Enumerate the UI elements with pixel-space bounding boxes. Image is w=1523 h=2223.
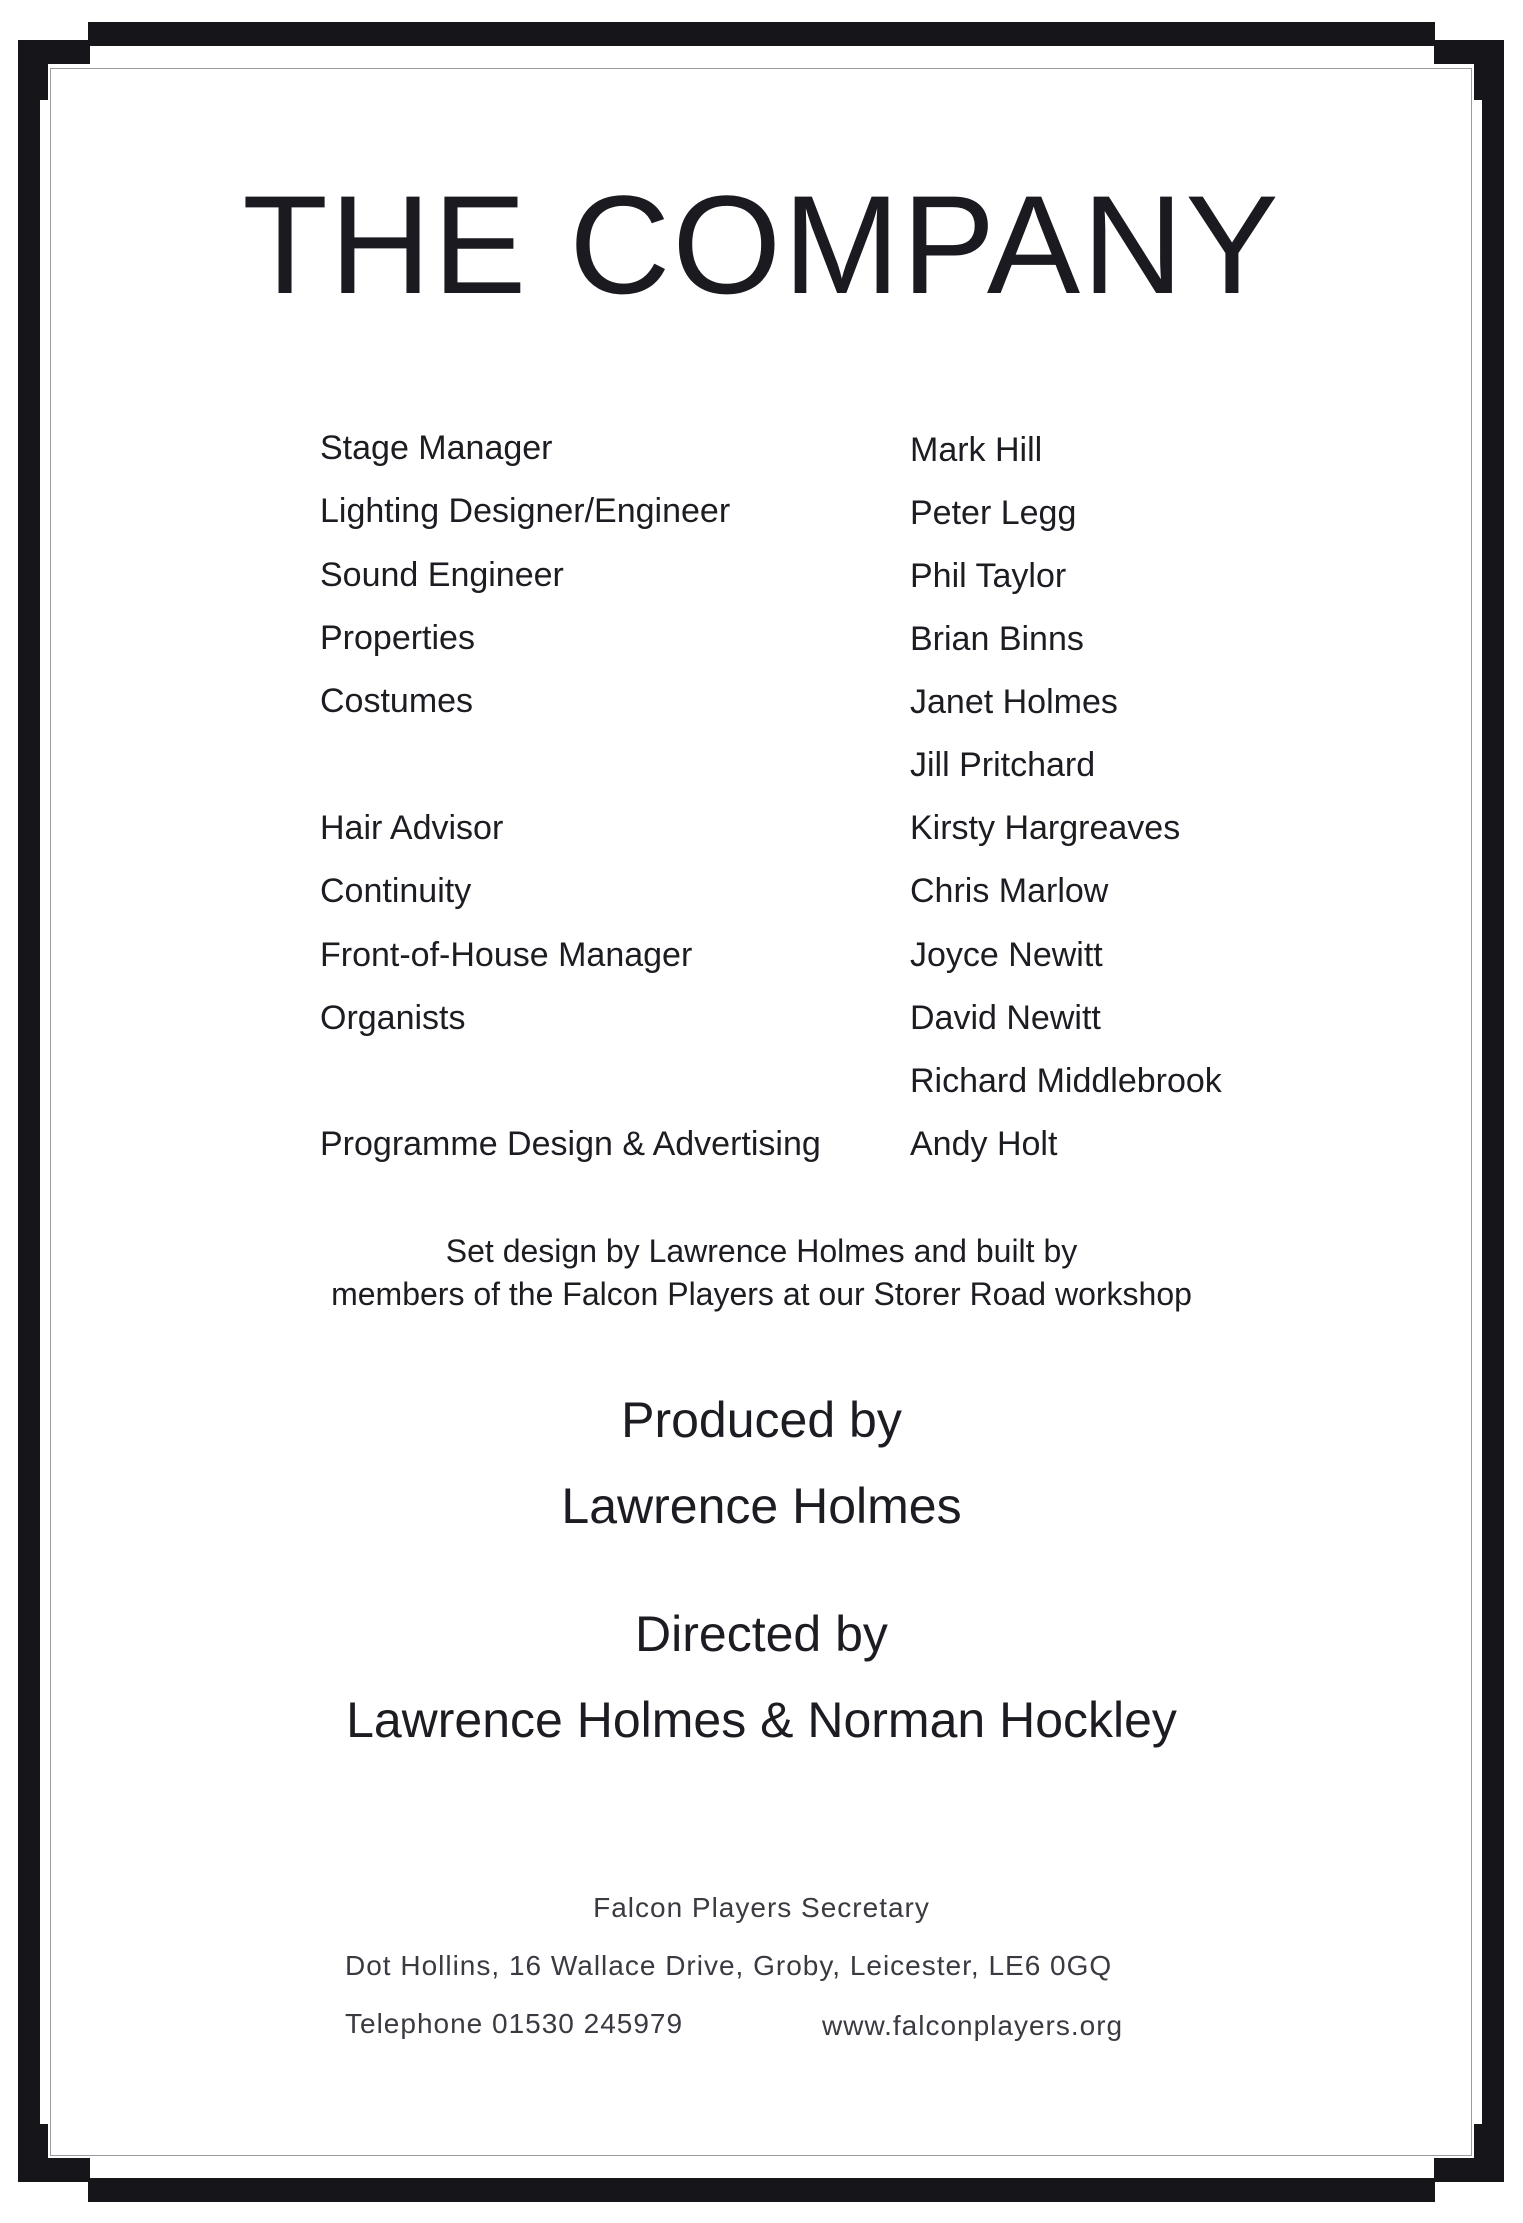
crew-role: Programme Design & Advertising: [320, 1125, 821, 1163]
crew-role: Lighting Designer/Engineer: [320, 492, 731, 530]
crew-name: Brian Binns: [910, 620, 1084, 658]
crew-name: Phil Taylor: [910, 557, 1067, 595]
crew-role: Sound Engineer: [320, 556, 564, 594]
crew-role: Front-of-House Manager: [320, 936, 693, 974]
producer-name: Lawrence Holmes: [561, 1478, 962, 1534]
crew-name: Joyce Newitt: [910, 936, 1103, 974]
crew-name: Mark Hill: [910, 431, 1043, 469]
crew-name: David Newitt: [910, 999, 1101, 1037]
crew-role: Hair Advisor: [320, 809, 504, 847]
crew-name: Chris Marlow: [910, 872, 1109, 910]
director-names: Lawrence Holmes & Norman Hockley: [346, 1692, 1177, 1748]
crew-name: Andy Holt: [910, 1125, 1058, 1163]
produced-by-label: Produced by: [621, 1392, 902, 1448]
crew-role: Organists: [320, 999, 466, 1037]
set-design-line: members of the Falcon Players at our Storer Road workshop: [331, 1276, 1192, 1312]
website-link[interactable]: www.falconplayers.org: [822, 2010, 1124, 2041]
telephone: Telephone 01530 245979: [345, 2008, 684, 2039]
set-design-credit: [0, 1230, 1523, 1316]
crew-name: Janet Holmes: [910, 683, 1118, 721]
crew-role: Continuity: [320, 872, 472, 910]
directed-by-label: Directed by: [635, 1606, 888, 1662]
secretary-address: Dot Hollins, 16 Wallace Drive, Groby, Leicester, LE6 0GQ: [345, 1950, 1113, 1981]
crew-role: Properties: [320, 619, 475, 657]
set-design-line: Set design by Lawrence Holmes and built by: [445, 1233, 1078, 1269]
page-title: THE COMPANY: [242, 166, 1281, 323]
crew-name: Peter Legg: [910, 494, 1077, 532]
crew-name: Jill Pritchard: [910, 746, 1096, 784]
crew-name: Kirsty Hargreaves: [910, 809, 1181, 847]
secretary-label: Falcon Players Secretary: [593, 1892, 930, 1923]
crew-role: Costumes: [320, 682, 474, 720]
crew-name: Richard Middlebrook: [910, 1062, 1222, 1100]
crew-role: Stage Manager: [320, 429, 553, 467]
